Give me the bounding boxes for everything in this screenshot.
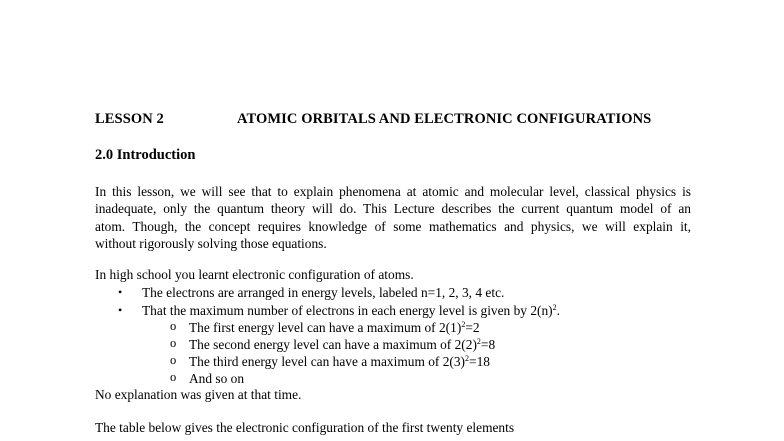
high-school-text: In high school you learnt electronic configuration of atoms. [95,267,414,282]
lesson-title: ATOMIC ORBITALS AND ELECTRONIC CONFIGURATIONS [237,111,652,127]
sub-bullet-text-end: =2 [465,320,480,335]
bullet-item: The electrons are arranged in energy levels, labeled n=1, 2, 3, 4 etc. [142,285,505,300]
sub-bullet-text: The second energy level can have a maximum of 2(2) [189,337,477,352]
intro-line: In this lesson, we will see that to explain phenomena at atomic and molecular level, classical physics is [95,184,691,199]
sub-bullet-marker: o [170,353,177,367]
no-explanation-text: No explanation was given at that time. [95,387,302,402]
bullet-marker: • [118,303,123,317]
sub-bullet-text-end: =18 [469,354,490,369]
sub-bullet-item [189,336,495,353]
sub-bullet-marker: o [170,319,177,333]
intro-paragraph [95,183,691,253]
section-title: 2.0 Introduction [95,147,196,163]
sub-bullet-item [189,353,490,370]
sub-bullet-marker: o [170,336,177,350]
intro-line: atom. Though, the concept requires knowledge of some mathematics and physics, we will explain it, [95,218,691,234]
superscript: 2 [476,337,481,346]
sub-bullet-item: And so on [189,371,245,386]
superscript: 2 [552,303,557,312]
bullet-text: That the maximum number of electrons in each energy level is given by 2(n) [142,303,553,318]
intro-line: inadequate, only the quantum theory will do. This Lecture describes the current quantum model of an [95,201,691,217]
intro-line: without rigorously solving those equations. [95,236,327,252]
table-intro-text: The table below gives the electronic configuration of the first twenty elements [95,420,515,435]
superscript: 2 [465,354,470,363]
sub-bullet-text: The first energy level can have a maximum of 2(1) [189,320,462,335]
superscript: 2 [461,320,466,329]
sub-bullet-item [189,319,480,336]
sub-bullet-text: The third energy level can have a maximum of 2(3) [189,354,466,369]
bullet-text-end: . [556,303,561,318]
bullet-item [142,302,560,319]
sub-bullet-text-end: =8 [480,337,496,352]
bullet-marker: • [118,285,123,299]
sub-bullet-marker: o [170,370,177,384]
lesson-number: LESSON 2 [95,111,164,127]
